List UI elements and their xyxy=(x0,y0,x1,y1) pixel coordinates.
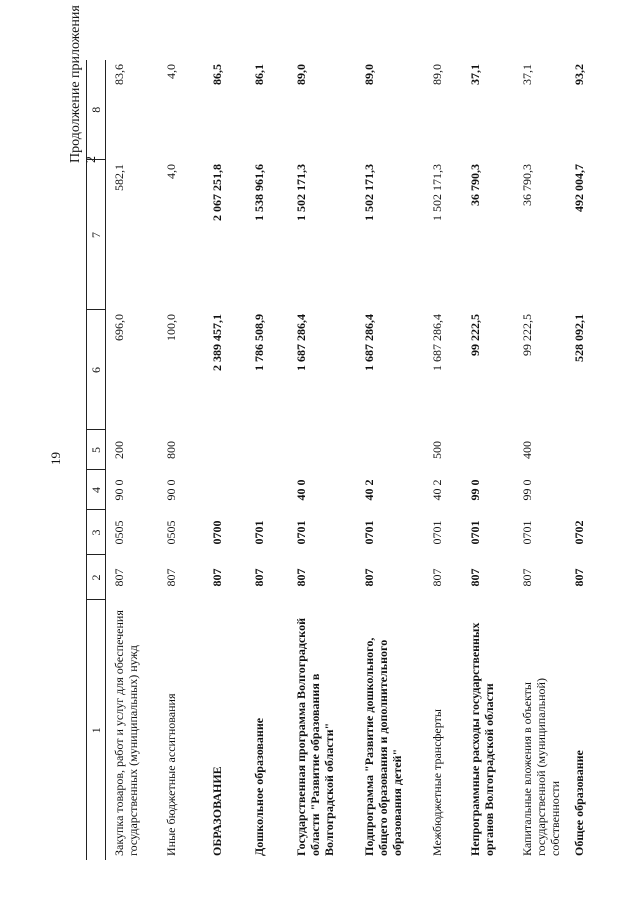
table-row xyxy=(106,60,159,860)
cell-ministry: 807 xyxy=(362,568,376,587)
column-header: 1 xyxy=(87,600,106,860)
cell-percent: 83,6 xyxy=(112,64,126,85)
cell-ministry: 807 xyxy=(210,568,224,587)
row-name: Иные бюджетные ассигнования xyxy=(164,693,178,856)
cell-plan: 100,0 xyxy=(164,314,178,341)
table-row xyxy=(514,60,566,860)
table-row xyxy=(566,60,606,860)
cell-article: 40 2 xyxy=(362,479,376,501)
cell-article: 90 0 xyxy=(164,479,178,501)
cell-section: 0505 xyxy=(164,520,178,545)
cell-expense-type: 500 xyxy=(430,441,444,459)
cell-section: 0700 xyxy=(210,520,224,545)
cell-percent: 89,0 xyxy=(430,64,444,85)
cell-actual: 1 502 171,3 xyxy=(430,164,444,221)
cell-section: 0505 xyxy=(112,520,126,545)
cell-expense-type: 400 xyxy=(520,441,534,459)
cell-plan: 1 687 286,4 xyxy=(362,314,376,371)
cell-ministry: 807 xyxy=(430,568,444,587)
column-header: 8 xyxy=(87,60,106,160)
cell-article: 99 0 xyxy=(520,479,534,501)
cell-percent: 37,1 xyxy=(520,64,534,85)
cell-article xyxy=(566,470,606,510)
column-header: 7 xyxy=(87,160,106,310)
row-name: Капитальные вложения в объекты государственной (муниципальной) собственности xyxy=(520,678,562,856)
cell-percent: 89,0 xyxy=(362,64,376,85)
cell-percent: 93,2 xyxy=(572,64,586,85)
cell-plan: 528 092,1 xyxy=(572,314,586,362)
row-name: Подпрограмма "Развитие дошкольного, общего образования и дополнительного образования детей" xyxy=(362,637,404,856)
cell-ministry: 807 xyxy=(572,568,586,587)
cell-article xyxy=(246,470,288,510)
cell-expense-type xyxy=(204,430,246,470)
cell-percent: 4,0 xyxy=(164,64,178,79)
cell-plan: 99 222,5 xyxy=(468,314,482,356)
cell-expense-type xyxy=(566,430,606,470)
cell-expense-type xyxy=(246,430,288,470)
cell-expense-type: 800 xyxy=(164,441,178,459)
cell-expense-type xyxy=(288,430,356,470)
cell-actual: 2 067 251,8 xyxy=(210,164,224,221)
cell-plan: 1 786 508,9 xyxy=(252,314,266,371)
cell-plan: 99 222,5 xyxy=(520,314,534,356)
column-header: 5 xyxy=(87,430,106,470)
cell-actual: 4,0 xyxy=(164,164,178,179)
cell-article: 40 0 xyxy=(294,479,308,501)
row-name: Закупка товаров, работ и услуг для обеспечения государственных (муниципальных) нужд xyxy=(112,610,140,856)
table-row xyxy=(204,60,246,860)
cell-percent: 86,1 xyxy=(252,64,266,85)
cell-actual: 582,1 xyxy=(112,164,126,191)
row-name: Межбюджетные трансферты xyxy=(430,709,444,856)
cell-actual: 36 790,3 xyxy=(468,164,482,206)
cell-section: 0701 xyxy=(294,520,308,545)
cell-section: 0701 xyxy=(468,520,482,545)
cell-actual: 36 790,3 xyxy=(520,164,534,206)
table-row xyxy=(158,60,204,860)
cell-actual: 492 004,7 xyxy=(572,164,586,212)
cell-actual: 1 538 961,6 xyxy=(252,164,266,221)
cell-actual: 1 502 171,3 xyxy=(294,164,308,221)
table-row xyxy=(246,60,288,860)
budget-table xyxy=(86,60,606,860)
cell-plan: 1 687 286,4 xyxy=(294,314,308,371)
cell-expense-type xyxy=(356,430,424,470)
cell-article xyxy=(204,470,246,510)
cell-actual: 1 502 171,3 xyxy=(362,164,376,221)
column-header: 4 xyxy=(87,470,106,510)
cell-section: 0701 xyxy=(520,520,534,545)
cell-section: 0701 xyxy=(362,520,376,545)
cell-plan: 696,0 xyxy=(112,314,126,341)
cell-section: 0702 xyxy=(572,520,586,545)
row-name: Общее образование xyxy=(572,750,586,856)
table-row xyxy=(356,60,424,860)
table-row xyxy=(424,60,462,860)
cell-plan: 2 389 457,1 xyxy=(210,314,224,371)
column-header: 3 xyxy=(87,510,106,555)
continuation-title: Продолжение приложения 2 xyxy=(68,5,99,163)
row-name: ОБРАЗОВАНИЕ xyxy=(210,766,224,856)
column-number-row xyxy=(87,60,106,860)
cell-percent: 37,1 xyxy=(468,64,482,85)
cell-section: 0701 xyxy=(430,520,444,545)
cell-ministry: 807 xyxy=(294,568,308,587)
cell-ministry: 807 xyxy=(252,568,266,587)
row-name: Государственная программа Волгоградской области "Развитие образования в Волгоградской области" xyxy=(294,618,336,856)
cell-article: 99 0 xyxy=(468,479,482,501)
column-header: 6 xyxy=(87,310,106,430)
cell-ministry: 807 xyxy=(520,568,534,587)
cell-article: 90 0 xyxy=(112,479,126,501)
cell-ministry: 807 xyxy=(112,568,126,587)
cell-ministry: 807 xyxy=(164,568,178,587)
cell-expense-type: 200 xyxy=(112,441,126,459)
cell-article: 40 2 xyxy=(430,479,444,501)
cell-percent: 86,5 xyxy=(210,64,224,85)
cell-percent: 89,0 xyxy=(294,64,308,85)
column-header: 2 xyxy=(87,555,106,600)
row-name: Дошкольное образование xyxy=(252,717,266,856)
row-name: Непрограммные расходы государственных органов Волгоградской области xyxy=(468,622,496,856)
cell-ministry: 807 xyxy=(468,568,482,587)
cell-section: 0701 xyxy=(252,520,266,545)
page-number: 19 xyxy=(48,452,63,465)
table-row xyxy=(462,60,514,860)
cell-expense-type xyxy=(462,430,514,470)
cell-plan: 1 687 286,4 xyxy=(430,314,444,371)
table-row xyxy=(288,60,356,860)
